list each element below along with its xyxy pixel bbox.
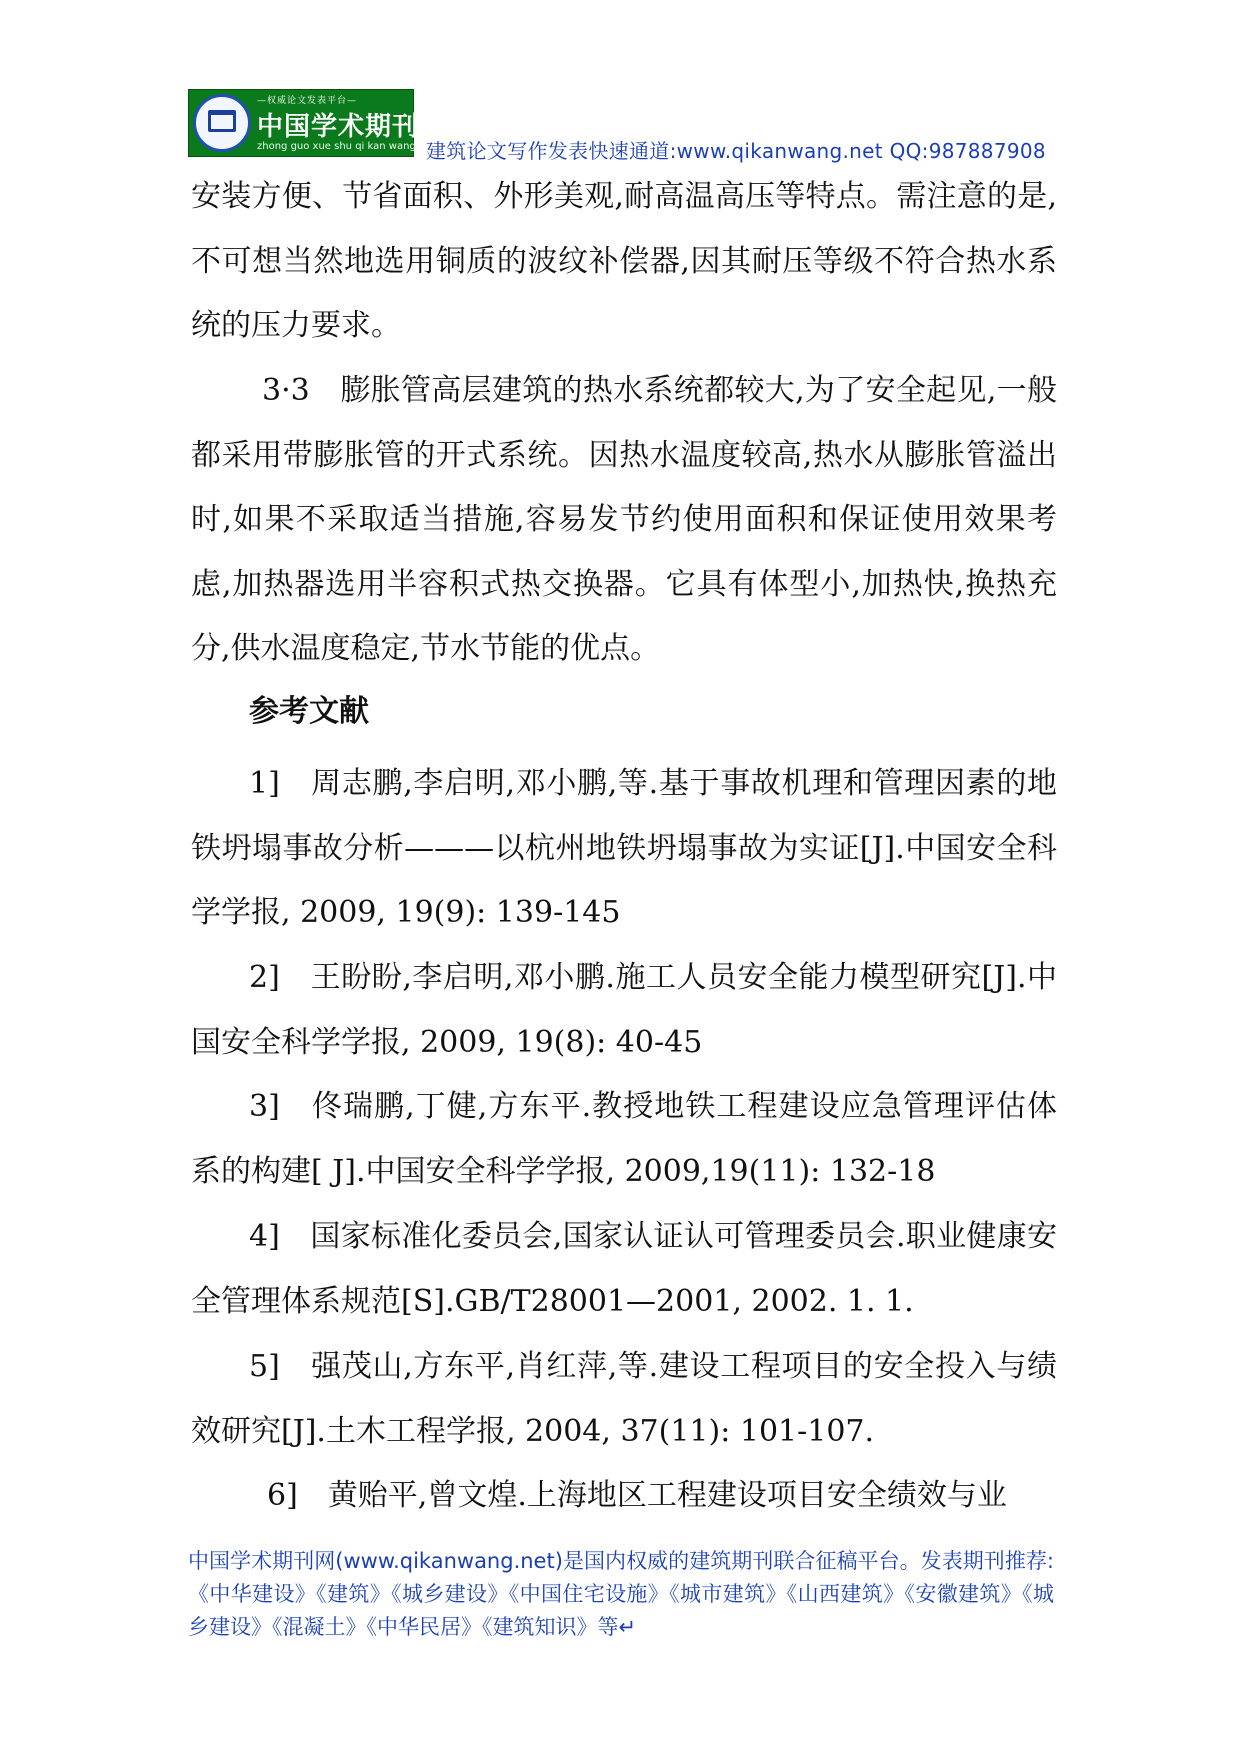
site-logo[interactable] [188, 89, 447, 157]
reference-item: 2] 王盼盼,李启明,邓小鹏.施工人员安全能力模型研究[J].中国安全科学学报, 2009, 19(8): 40-45 [191, 960, 1057, 1060]
header-submission-link[interactable]: 建筑论文写作发表快速通道:www.qikanwang.net QQ:987887908 [426, 139, 1046, 163]
book-seal-icon [193, 94, 251, 152]
reference-item: 3] 佟瑞鹏,丁健,方东平.教授地铁工程建设应急管理评估体系的构建[ J].中国安全科学学报, 2009,19(11): 132-18 [191, 1089, 1057, 1189]
footer-promo-text[interactable]: 中国学术期刊网(www.qikanwang.net)是国内权威的建筑期刊联合征稿平台。发表期刊推荐:《中华建设》《建筑》《城乡建设》《中国住宅设施》《城市建筑》《山西建筑》《安徽建筑》《城乡建设》《混凝土》《中华民居》《建筑知识》等↵ [188, 1549, 1054, 1639]
body-paragraph-section-3-3: 3·3 膨胀管高层建筑的热水系统都较大,为了安全起见,一般都采用带膨胀管的开式系统。因热水温度较高,热水从膨胀管溢出时,如果不采取适当措施,容易发节约使用面积和保证使用效果考虑,加热器选用半容积式热交换器。它具有体型小,加热快,换热充分,供水温度稳定,节水节能的优点。 [191, 373, 1057, 667]
logo-tagline: —权威论文发表平台— [257, 96, 358, 106]
logo-title: 中国学术期刊网 [257, 112, 447, 142]
logo-pinyin: zhong guo xue shu qi kan wang [257, 141, 416, 152]
references-heading: 参考文献 [249, 694, 369, 729]
body-paragraph: 安装方便、节省面积、外形美观,耐高温高压等特点。需注意的是,不可想当然地选用铜质的波纹补偿器,因其耐压等级不符合热水系统的压力要求。 [191, 179, 1057, 344]
book-icon [208, 110, 236, 132]
reference-item: 1] 周志鹏,李启明,邓小鹏,等.基于事故机理和管理因素的地铁坍塌事故分析———以杭州地铁坍塌事故为实证[J].中国安全科学学报, 2009, 19(9): 139-145 [191, 766, 1057, 931]
reference-item: 4] 国家标准化委员会,国家认证认可管理委员会.职业健康安全管理体系规范[S].GB/T28001—2001, 2002. 1. 1. [191, 1219, 1057, 1319]
reference-item: 5] 强茂山,方东平,肖红萍,等.建设工程项目的安全投入与绩效研究[J].土木工程学报, 2004, 37(11): 101-107. [191, 1349, 1057, 1449]
reference-item: 6] 黄贻平,曾文煌.上海地区工程建设项目安全绩效与业 [267, 1478, 1007, 1513]
